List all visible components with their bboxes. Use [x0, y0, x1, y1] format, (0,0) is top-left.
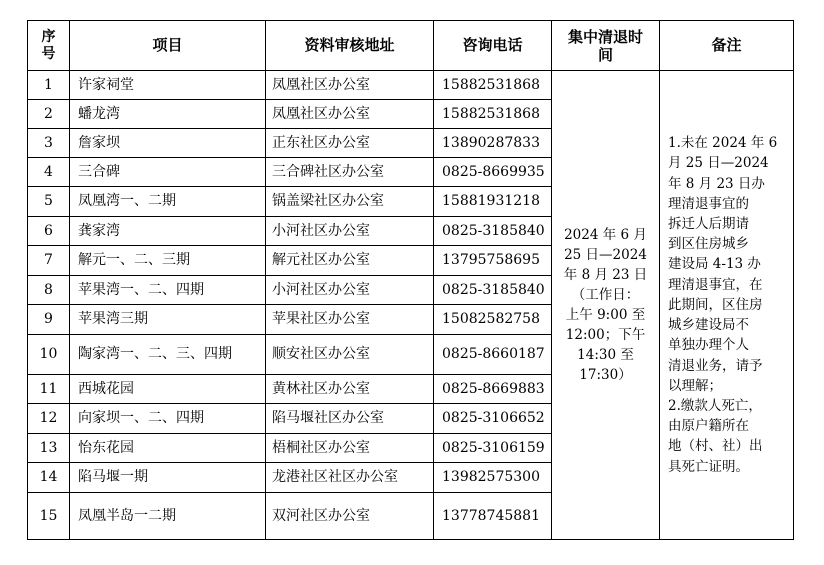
row-item: 许家祠堂 [70, 71, 266, 100]
row-address: 顺安社区办公室 [266, 335, 434, 375]
remark-line: 1.未在 2024 年 6 [668, 135, 778, 152]
remark-line: 月 25 日—2024 [668, 155, 769, 172]
clearance-time-line: 17:30） [579, 367, 632, 383]
remark-line: 拆迁人后期请 [668, 216, 749, 233]
row-address: 小河社区办公室 [266, 217, 434, 246]
row-number: 10 [28, 335, 70, 375]
remark-line: 地（村、社）出 [668, 438, 763, 455]
row-phone: 13982575300 [434, 463, 552, 493]
row-address: 解元社区办公室 [266, 246, 434, 276]
row-address: 苹果社区办公室 [266, 305, 434, 335]
row-item: 苹果湾三期 [70, 305, 266, 335]
remark-line: 以理解； [668, 377, 722, 394]
remarks-cell [660, 71, 794, 540]
row-phone: 0825-8669935 [434, 158, 552, 187]
row-address: 凤凰社区办公室 [266, 71, 434, 100]
row-number: 6 [28, 217, 70, 246]
remark-line: 到区住房城乡 [668, 236, 749, 253]
row-phone: 13778745881 [434, 493, 552, 540]
clearance-time-cell [552, 71, 660, 540]
row-number: 5 [28, 187, 70, 217]
row-item: 詹家坝 [70, 129, 266, 158]
row-address: 凤凰社区办公室 [266, 100, 434, 129]
clearance-time-line: 上午 9:00 至 [565, 307, 646, 323]
row-number: 14 [28, 463, 70, 493]
row-item: 解元一、二、三期 [70, 246, 266, 276]
row-number: 7 [28, 246, 70, 276]
row-number: 2 [28, 100, 70, 129]
row-phone: 15881931218 [434, 187, 552, 217]
row-number: 13 [28, 434, 70, 463]
row-address: 龙港社区社区办公室 [266, 463, 434, 493]
row-address: 黄林社区办公室 [266, 375, 434, 404]
remark-line: 具死亡证明。 [668, 458, 749, 475]
row-phone: 0825-8669883 [434, 375, 552, 404]
row-item: 凤凰湾一、二期 [70, 187, 266, 217]
header-remark: 备注 [660, 21, 794, 71]
header-time: 集中清退时间 [552, 21, 660, 71]
clearance-time-line: 14:30 至 [577, 347, 634, 363]
row-number: 4 [28, 158, 70, 187]
clearance-time-line: 12:00；下午 [565, 327, 646, 343]
row-number: 15 [28, 493, 70, 540]
clearance-time-line: 2024 年 6 月 [564, 227, 647, 243]
remark-line: 2.缴款人死亡， [668, 397, 762, 414]
row-address: 陷马堰社区办公室 [266, 404, 434, 434]
row-address: 锅盖梁社区办公室 [266, 187, 434, 217]
row-phone: 13890287833 [434, 129, 552, 158]
row-item: 蟠龙湾 [70, 100, 266, 129]
row-number: 8 [28, 276, 70, 305]
clearance-time-line: 25 日—2024 [564, 247, 647, 263]
row-phone: 0825-3106652 [434, 404, 552, 434]
row-address: 双河社区办公室 [266, 493, 434, 540]
row-phone: 0825-3185840 [434, 217, 552, 246]
row-item: 陷马堰一期 [70, 463, 266, 493]
header-address: 资料审核地址 [266, 21, 434, 71]
row-item: 苹果湾一、二、四期 [70, 276, 266, 305]
row-item: 龚家湾 [70, 217, 266, 246]
remark-line: 建设局 4-13 办 [668, 256, 761, 273]
row-address: 梧桐社区办公室 [266, 434, 434, 463]
header-item: 项目 [70, 21, 266, 71]
remark-line: 理清退事宜的 [668, 195, 749, 212]
row-phone: 15082582758 [434, 305, 552, 335]
row-address: 小河社区办公室 [266, 276, 434, 305]
row-address: 正东社区办公室 [266, 129, 434, 158]
remark-line: 由原户籍所在 [668, 418, 749, 435]
row-number: 3 [28, 129, 70, 158]
header-phone: 咨询电话 [434, 21, 552, 71]
row-phone: 13795758695 [434, 246, 552, 276]
remark-line: 年 8 月 23 日办 [668, 175, 765, 192]
header-seq: 序号 [28, 21, 70, 71]
row-address: 三合碑社区办公室 [266, 158, 434, 187]
row-phone: 0825-8660187 [434, 335, 552, 375]
row-item: 怡东花园 [70, 434, 266, 463]
remark-line: 单独办理个人 [668, 337, 749, 354]
row-item: 向家坝一、二、四期 [70, 404, 266, 434]
row-phone: 0825-3106159 [434, 434, 552, 463]
clearance-time-line: （工作日： [571, 287, 640, 303]
row-item: 西城花园 [70, 375, 266, 404]
row-item: 凤凰半岛一二期 [70, 493, 266, 540]
row-item: 陶家湾一、二、三、四期 [70, 335, 266, 375]
remark-line: 此期间，区住房 [668, 296, 763, 313]
row-number: 9 [28, 305, 70, 335]
clearance-time-line: 年 8 月 23 日 [563, 267, 648, 283]
remark-line: 城乡建设局不 [668, 317, 749, 334]
row-phone: 15882531868 [434, 100, 552, 129]
table-row [28, 71, 794, 100]
row-number: 11 [28, 375, 70, 404]
row-phone: 0825-3185840 [434, 276, 552, 305]
row-phone: 15882531868 [434, 71, 552, 100]
row-number: 1 [28, 71, 70, 100]
row-number: 12 [28, 404, 70, 434]
header-row [28, 21, 794, 71]
remark-line: 清退业务，请予 [668, 357, 763, 374]
remark-line: 理清退事宜，在 [668, 276, 763, 293]
relocation-table [27, 20, 794, 540]
row-item: 三合碑 [70, 158, 266, 187]
